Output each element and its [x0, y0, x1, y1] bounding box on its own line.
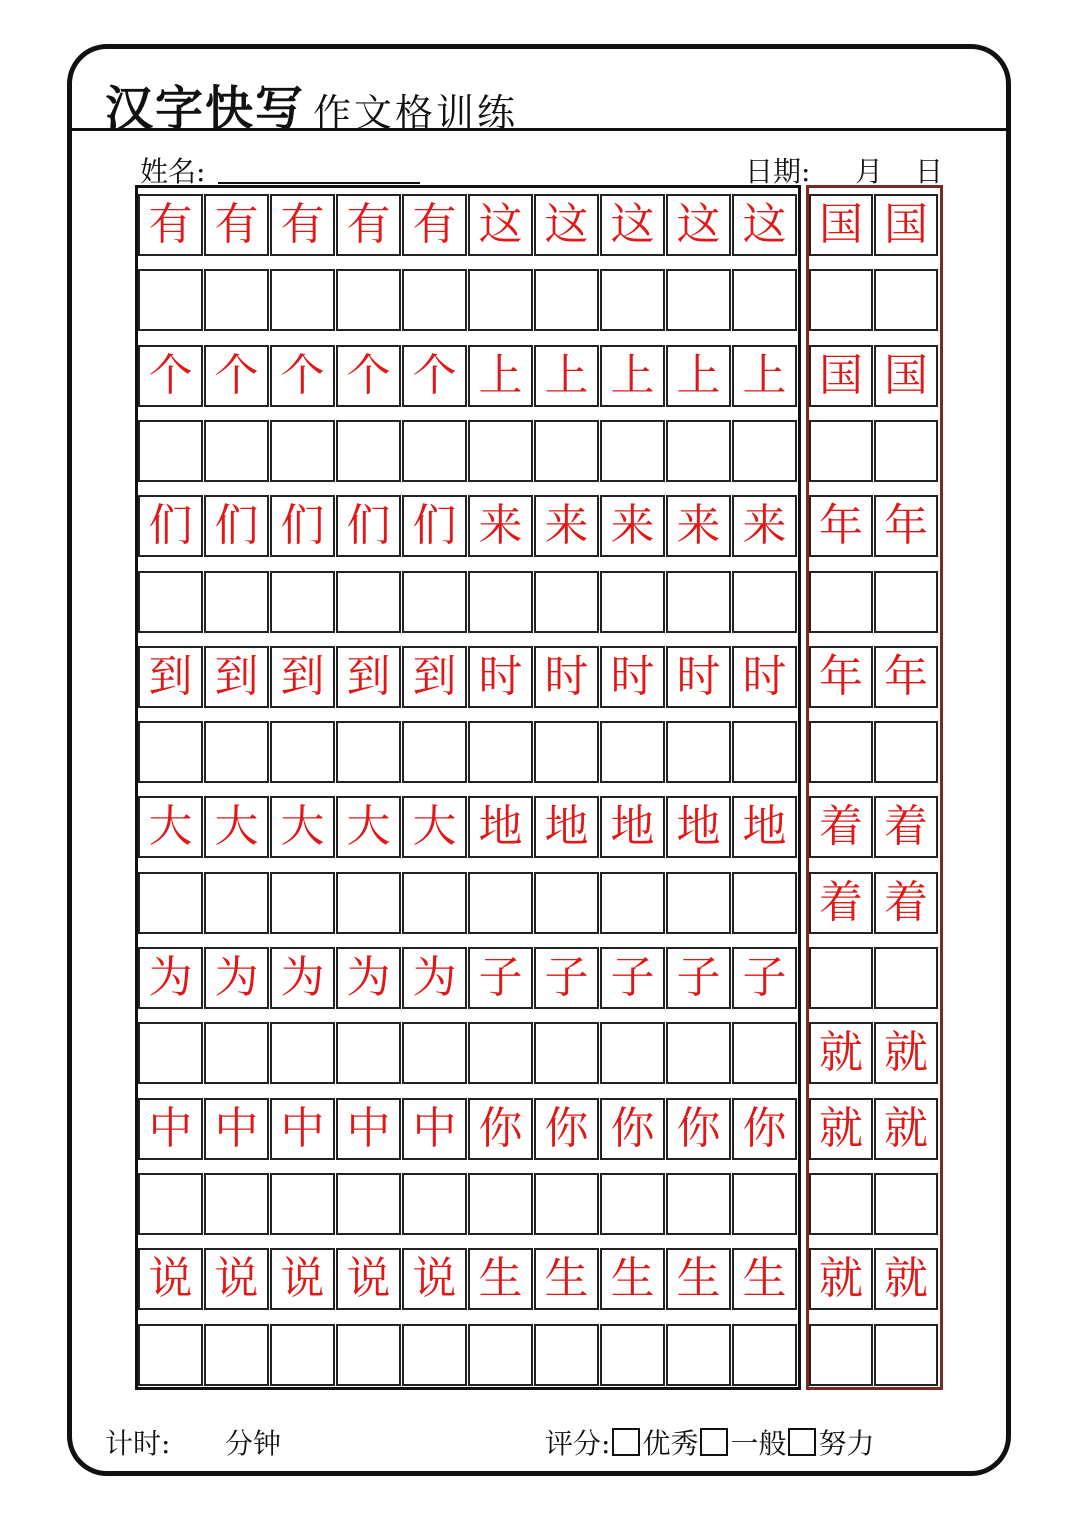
grid-cell[interactable] — [468, 269, 533, 331]
grid-cell[interactable] — [138, 269, 203, 331]
grid-cell[interactable]: 中 — [138, 1098, 203, 1160]
grid-cell[interactable] — [468, 1173, 533, 1235]
grid-cell[interactable]: 上 — [600, 345, 665, 407]
main-grid-row — [138, 269, 798, 335]
grid-cell[interactable]: 有 — [270, 194, 335, 256]
grid-cell[interactable]: 来 — [666, 495, 731, 557]
option-effort: 努力 — [818, 1427, 875, 1460]
side-grid-cell[interactable] — [874, 721, 938, 783]
grid-cell[interactable] — [666, 721, 731, 783]
checkbox-excellent[interactable] — [612, 1428, 640, 1456]
side-grid-cell[interactable]: 年 — [874, 495, 938, 557]
grid-cell[interactable] — [732, 1324, 797, 1386]
grid-cell[interactable]: 中 — [336, 1098, 401, 1160]
grid-cell[interactable]: 子 — [666, 947, 731, 1009]
side-grid-cell[interactable] — [809, 1324, 873, 1386]
grid-cell[interactable] — [402, 269, 467, 331]
grid-cell[interactable]: 说 — [138, 1248, 203, 1310]
grid-cell[interactable] — [270, 872, 335, 934]
grid-cell[interactable] — [336, 1324, 401, 1386]
grid-cell[interactable] — [204, 269, 269, 331]
grid-cell[interactable]: 说 — [270, 1248, 335, 1310]
month-label: 月 — [855, 155, 884, 188]
grid-cell[interactable] — [402, 1324, 467, 1386]
grid-cell[interactable]: 个 — [204, 345, 269, 407]
side-grid-cell[interactable]: 就 — [874, 1098, 938, 1160]
side-grid-cell[interactable] — [874, 420, 938, 482]
grid-cell[interactable]: 为 — [270, 947, 335, 1009]
grid-cell[interactable] — [336, 269, 401, 331]
side-grid-cell[interactable]: 年 — [809, 646, 873, 708]
grid-cell[interactable]: 子 — [600, 947, 665, 1009]
grid-cell[interactable] — [270, 269, 335, 331]
grid-cell[interactable]: 上 — [732, 345, 797, 407]
grid-cell[interactable] — [732, 420, 797, 482]
grid-cell[interactable] — [666, 1324, 731, 1386]
name-field[interactable] — [218, 182, 420, 184]
grid-cell[interactable] — [138, 872, 203, 934]
grid-cell[interactable]: 来 — [468, 495, 533, 557]
grid-cell[interactable]: 到 — [138, 646, 203, 708]
grid-cell[interactable] — [270, 1022, 335, 1084]
grid-cell[interactable]: 这 — [534, 194, 599, 256]
grid-cell[interactable]: 地 — [600, 796, 665, 858]
grid-cell[interactable]: 到 — [270, 646, 335, 708]
grid-cell[interactable] — [600, 269, 665, 331]
grid-cell[interactable] — [468, 1022, 533, 1084]
grid-cell[interactable]: 子 — [534, 947, 599, 1009]
grid-cell[interactable] — [732, 571, 797, 633]
side-grid-cell[interactable]: 着 — [874, 872, 938, 934]
grid-cell[interactable] — [336, 1022, 401, 1084]
side-grid-cell[interactable]: 就 — [809, 1022, 873, 1084]
grid-cell[interactable]: 有 — [204, 194, 269, 256]
main-grid-row — [138, 872, 798, 938]
side-grid-row — [809, 571, 940, 637]
grid-cell[interactable] — [600, 571, 665, 633]
grid-cell[interactable]: 有 — [402, 194, 467, 256]
date-label: 日期: — [745, 155, 811, 188]
side-grid-row — [809, 1173, 940, 1239]
grid-cell[interactable] — [468, 420, 533, 482]
grid-cell[interactable] — [270, 420, 335, 482]
grid-cell[interactable] — [534, 269, 599, 331]
side-grid-row — [809, 947, 940, 1013]
side-grid-cell[interactable] — [874, 947, 938, 1009]
side-grid-row — [809, 495, 940, 561]
grid-cell[interactable]: 大 — [336, 796, 401, 858]
score-label: 评分: — [545, 1427, 611, 1460]
side-grid-cell[interactable] — [809, 721, 873, 783]
grid-cell[interactable] — [270, 721, 335, 783]
grid-cell[interactable] — [138, 571, 203, 633]
grid-cell[interactable] — [402, 420, 467, 482]
side-grid-cell[interactable]: 年 — [874, 646, 938, 708]
main-grid-row — [138, 947, 798, 1013]
main-grid-row — [138, 1248, 798, 1314]
side-grid-cell[interactable] — [809, 571, 873, 633]
page-title: 汉字快写 — [105, 81, 306, 137]
grid-cell[interactable]: 上 — [666, 345, 731, 407]
side-grid-cell[interactable] — [809, 269, 873, 331]
side-grid-cell[interactable] — [874, 1324, 938, 1386]
grid-cell[interactable]: 你 — [600, 1098, 665, 1160]
grid-cell[interactable] — [534, 1173, 599, 1235]
grid-cell[interactable]: 个 — [270, 345, 335, 407]
grid-cell[interactable]: 生 — [600, 1248, 665, 1310]
grid-cell[interactable] — [732, 872, 797, 934]
main-grid-row — [138, 345, 798, 411]
grid-cell[interactable]: 说 — [402, 1248, 467, 1310]
side-grid-row — [809, 721, 940, 787]
grid-cell[interactable]: 个 — [138, 345, 203, 407]
side-grid-cell[interactable]: 就 — [809, 1098, 873, 1160]
grid-cell[interactable] — [732, 269, 797, 331]
grid-cell[interactable] — [600, 1022, 665, 1084]
grid-cell[interactable]: 中 — [270, 1098, 335, 1160]
grid-cell[interactable]: 地 — [468, 796, 533, 858]
grid-cell[interactable]: 中 — [402, 1098, 467, 1160]
grid-cell[interactable] — [204, 1022, 269, 1084]
main-grid-row — [138, 646, 798, 712]
grid-cell[interactable] — [204, 721, 269, 783]
grid-cell[interactable] — [468, 721, 533, 783]
option-average: 一般 — [730, 1427, 787, 1460]
grid-cell[interactable]: 个 — [336, 345, 401, 407]
side-grid-cell[interactable] — [809, 947, 873, 1009]
grid-cell[interactable]: 们 — [138, 495, 203, 557]
grid-cell[interactable]: 生 — [468, 1248, 533, 1310]
side-grid-row — [809, 194, 940, 260]
side-grid-row — [809, 269, 940, 335]
grid-cell[interactable] — [336, 1173, 401, 1235]
grid-cell[interactable] — [402, 721, 467, 783]
grid-cell[interactable]: 为 — [138, 947, 203, 1009]
grid-cell[interactable]: 时 — [468, 646, 533, 708]
main-grid-row — [138, 194, 798, 260]
grid-cell[interactable]: 这 — [666, 194, 731, 256]
side-grid-cell[interactable]: 国 — [809, 345, 873, 407]
grid-cell[interactable] — [204, 571, 269, 633]
main-grid-row — [138, 571, 798, 637]
side-grid-row — [809, 345, 940, 411]
grid-cell[interactable] — [600, 420, 665, 482]
side-grid-cell[interactable]: 就 — [874, 1022, 938, 1084]
grid-cell[interactable]: 大 — [270, 796, 335, 858]
grid-cell[interactable]: 你 — [732, 1098, 797, 1160]
grid-cell[interactable]: 们 — [402, 495, 467, 557]
side-grid-cell[interactable] — [874, 1173, 938, 1235]
main-grid-row — [138, 495, 798, 561]
grid-cell[interactable] — [468, 1324, 533, 1386]
side-grid-row — [809, 796, 940, 862]
grid-cell[interactable]: 为 — [204, 947, 269, 1009]
grid-cell[interactable] — [138, 1324, 203, 1386]
checkbox-effort[interactable] — [788, 1428, 816, 1456]
grid-cell[interactable] — [534, 872, 599, 934]
grid-cell[interactable]: 地 — [666, 796, 731, 858]
grid-cell[interactable] — [138, 420, 203, 482]
grid-cell[interactable] — [402, 571, 467, 633]
side-grid-cell[interactable]: 国 — [809, 194, 873, 256]
grid-cell[interactable]: 生 — [666, 1248, 731, 1310]
grid-cell[interactable] — [138, 1173, 203, 1235]
grid-cell[interactable] — [534, 420, 599, 482]
side-grid-cell[interactable]: 就 — [809, 1248, 873, 1310]
grid-cell[interactable]: 们 — [336, 495, 401, 557]
page-subtitle: 作文格训练 — [313, 91, 519, 135]
side-grid-cell[interactable]: 国 — [874, 194, 938, 256]
grid-cell[interactable]: 子 — [732, 947, 797, 1009]
grid-cell[interactable] — [732, 1173, 797, 1235]
side-grid-row — [809, 1022, 940, 1088]
side-grid-cell[interactable]: 着 — [874, 796, 938, 858]
grid-cell[interactable] — [138, 1022, 203, 1084]
grid-cell[interactable] — [336, 721, 401, 783]
grid-cell[interactable]: 时 — [600, 646, 665, 708]
grid-cell[interactable] — [666, 571, 731, 633]
grid-cell[interactable]: 你 — [468, 1098, 533, 1160]
grid-cell[interactable]: 为 — [336, 947, 401, 1009]
grid-cell[interactable] — [666, 420, 731, 482]
side-grid-row — [809, 872, 940, 938]
side-grid-cell[interactable]: 就 — [874, 1248, 938, 1310]
grid-cell[interactable] — [732, 721, 797, 783]
grid-cell[interactable] — [468, 571, 533, 633]
grid-cell[interactable] — [336, 872, 401, 934]
side-grid-cell[interactable] — [874, 571, 938, 633]
main-grid-row — [138, 1324, 798, 1390]
grid-cell[interactable] — [600, 1324, 665, 1386]
grid-cell[interactable]: 这 — [732, 194, 797, 256]
grid-cell[interactable] — [666, 872, 731, 934]
name-label: 姓名: — [140, 155, 206, 188]
grid-cell[interactable]: 生 — [732, 1248, 797, 1310]
grid-cell[interactable] — [270, 1324, 335, 1386]
grid-cell[interactable] — [666, 269, 731, 331]
grid-cell[interactable] — [336, 571, 401, 633]
grid-cell[interactable]: 大 — [138, 796, 203, 858]
side-grid-cell[interactable] — [874, 269, 938, 331]
grid-cell[interactable]: 们 — [204, 495, 269, 557]
grid-cell[interactable] — [336, 420, 401, 482]
grid-cell[interactable]: 有 — [336, 194, 401, 256]
grid-cell[interactable]: 这 — [468, 194, 533, 256]
grid-cell[interactable] — [204, 1324, 269, 1386]
side-grid-cell[interactable]: 着 — [809, 796, 873, 858]
grid-cell[interactable]: 中 — [204, 1098, 269, 1160]
main-grid-row — [138, 1022, 798, 1088]
side-grid-row — [809, 420, 940, 486]
timer-label: 计时: — [105, 1427, 171, 1460]
checkbox-average[interactable] — [700, 1428, 728, 1456]
grid-cell[interactable]: 有 — [138, 194, 203, 256]
grid-cell[interactable]: 子 — [468, 947, 533, 1009]
grid-cell[interactable]: 你 — [534, 1098, 599, 1160]
grid-cell[interactable]: 上 — [534, 345, 599, 407]
grid-cell[interactable]: 到 — [402, 646, 467, 708]
grid-cell[interactable] — [402, 1022, 467, 1084]
grid-cell[interactable] — [534, 721, 599, 783]
grid-cell[interactable] — [534, 571, 599, 633]
side-grid-cell[interactable] — [809, 420, 873, 482]
grid-cell[interactable] — [204, 1173, 269, 1235]
option-excellent: 优秀 — [642, 1427, 699, 1460]
grid-cell[interactable] — [534, 1022, 599, 1084]
side-grid-row — [809, 1248, 940, 1314]
grid-cell[interactable]: 时 — [732, 646, 797, 708]
main-grid-row — [138, 1098, 798, 1164]
grid-cell[interactable]: 个 — [402, 345, 467, 407]
grid-cell[interactable]: 时 — [534, 646, 599, 708]
grid-cell[interactable] — [204, 420, 269, 482]
grid-cell[interactable]: 来 — [534, 495, 599, 557]
grid-cell[interactable]: 到 — [204, 646, 269, 708]
main-grid-row — [138, 796, 798, 862]
grid-cell[interactable] — [600, 1173, 665, 1235]
grid-cell[interactable]: 们 — [270, 495, 335, 557]
grid-cell[interactable]: 时 — [666, 646, 731, 708]
side-grid-cell[interactable]: 国 — [874, 345, 938, 407]
grid-cell[interactable]: 说 — [204, 1248, 269, 1310]
grid-cell[interactable] — [600, 872, 665, 934]
grid-cell[interactable]: 大 — [402, 796, 467, 858]
grid-cell[interactable] — [666, 1173, 731, 1235]
grid-cell[interactable]: 为 — [402, 947, 467, 1009]
score-section — [545, 1422, 874, 1462]
grid-cell[interactable] — [534, 1324, 599, 1386]
grid-cell[interactable]: 来 — [600, 495, 665, 557]
grid-cell[interactable]: 你 — [666, 1098, 731, 1160]
grid-cell[interactable]: 上 — [468, 345, 533, 407]
grid-cell[interactable] — [468, 872, 533, 934]
grid-cell[interactable] — [204, 872, 269, 934]
grid-cell[interactable] — [138, 721, 203, 783]
grid-cell[interactable]: 地 — [534, 796, 599, 858]
grid-cell[interactable] — [402, 872, 467, 934]
day-label: 日 — [915, 155, 944, 188]
grid-cell[interactable]: 到 — [336, 646, 401, 708]
main-grid-row — [138, 420, 798, 486]
side-grid-cell[interactable]: 年 — [809, 495, 873, 557]
grid-cell[interactable] — [402, 1173, 467, 1235]
side-grid-row — [809, 646, 940, 712]
grid-cell[interactable]: 说 — [336, 1248, 401, 1310]
grid-cell[interactable]: 这 — [600, 194, 665, 256]
main-grid-row — [138, 1173, 798, 1239]
side-grid-cell[interactable] — [809, 1173, 873, 1235]
grid-cell[interactable] — [270, 1173, 335, 1235]
side-grid-cell[interactable]: 着 — [809, 872, 873, 934]
grid-cell[interactable]: 来 — [732, 495, 797, 557]
grid-cell[interactable] — [270, 571, 335, 633]
grid-cell[interactable]: 大 — [204, 796, 269, 858]
grid-cell[interactable] — [600, 721, 665, 783]
grid-cell[interactable]: 生 — [534, 1248, 599, 1310]
title-divider — [72, 128, 1006, 131]
grid-cell[interactable] — [732, 1022, 797, 1084]
grid-cell[interactable] — [666, 1022, 731, 1084]
side-grid-row — [809, 1324, 940, 1390]
minutes-label: 分钟 — [225, 1427, 282, 1460]
side-grid-row — [809, 1098, 940, 1164]
main-grid-row — [138, 721, 798, 787]
grid-cell[interactable]: 地 — [732, 796, 797, 858]
